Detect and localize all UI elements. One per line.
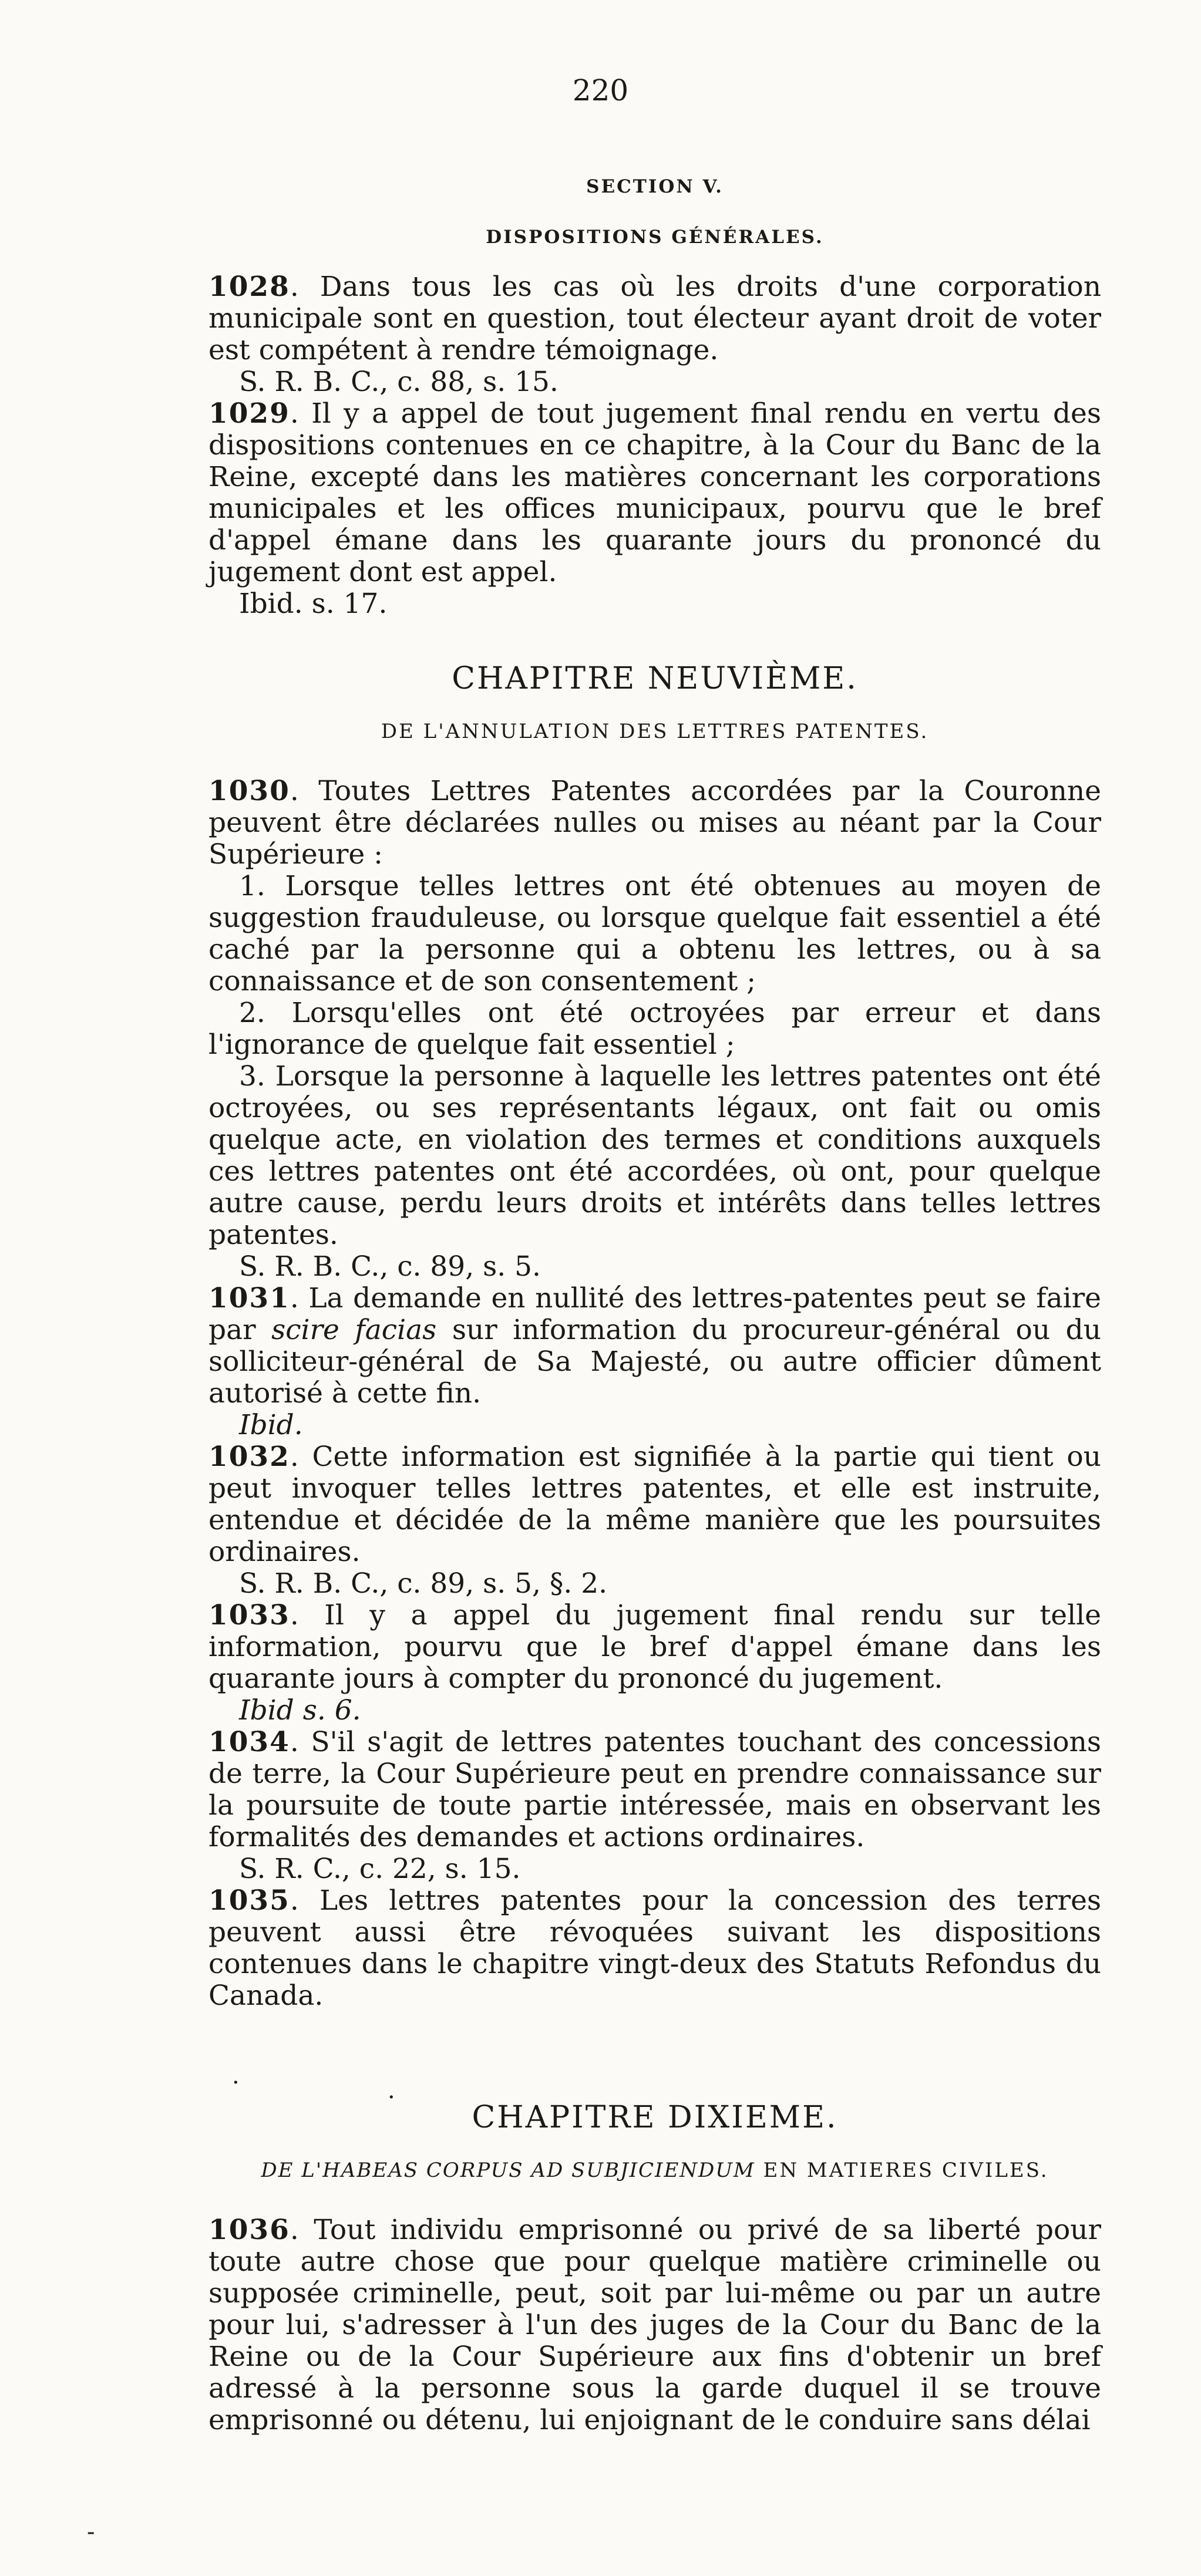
print-speck: · <box>388 2084 395 2111</box>
article-number: 1028 <box>208 271 290 303</box>
article-text: . Tout individu emprisonné ou privé de sa liberté pour toute autre chose que pour quelque matière criminelle ou supposée criminelle, peut, soit par lui-même ou par un autre pour lui, s'adresser à l'un des juges de la Cour du Banc de la Reine ou de la Cour Supérieure aux fins d'obtenir un bref adressé à la personne sous la garde duquel il se trouve emprisonné ou détenu, lui enjoignant de le conduire sans délai <box>208 2214 1101 2436</box>
article-citation: S. R. C., c. 22, s. 15. <box>239 1853 521 1885</box>
section-title: SECTION V. <box>586 176 724 197</box>
article-text: . Toutes Lettres Patentes accordées par la Couronne peuvent être déclarées nulles ou mises au néant par la Cour Supérieure : <box>208 775 1101 871</box>
article-1035 <box>208 1885 1101 2012</box>
chapter-9-title: CHAPITRE NEUVIÈME. <box>452 661 858 696</box>
text-column <box>208 0 1101 2436</box>
print-speck: - <box>87 2518 95 2545</box>
latin-term: scire facias <box>271 1314 437 1346</box>
article-1028 <box>208 271 1101 366</box>
article-text: . Dans tous les cas où les droits d'une corporation municipale sont en question, tout électeur ayant droit de voter est compétent à rendre témoignage. <box>208 271 1101 366</box>
print-speck: · <box>232 2069 240 2096</box>
article-1029 <box>208 398 1101 588</box>
article-text: sur information du procureur-général ou du solliciteur-général de Sa Majesté, ou autre officier dûment autorisé à cette fin. <box>208 1314 1101 1410</box>
article-number: 1031 <box>208 1282 290 1314</box>
article-item: 3. Lorsque la personne à laquelle les lettres patentes ont été octroyées, ou ses représentants légaux, ont fait ou omis quelque acte, en violation des termes et conditions auxquels ces lettres patentes ont été accordées, où ont, pour quelque autre cause, perdu leurs droits et intérêts dans telles lettres patentes. <box>208 1060 1101 1251</box>
article-number: 1030 <box>208 775 290 807</box>
article-1034 <box>208 1727 1101 1853</box>
article-text: . Il y a appel du jugement final rendu sur telle information, pourvu que le bref d'appel émane dans les quarante jours à compter du prononcé du jugement. <box>208 1599 1101 1695</box>
article-text: . Cette information est signifiée à la partie qui tient ou peut invoquer telles lettres patentes, et elle est instruite, entendue et décidée de la même manière que les poursuites ordinaires. <box>208 1441 1101 1568</box>
article-number: 1036 <box>208 2214 290 2246</box>
article-1030 <box>208 776 1101 871</box>
article-text: . Il y a appel de tout jugement final rendu en vertu des dispositions contenues en ce chapitre, à la Cour du Banc de la Reine, excepté dans les matières concernant les corporations municipales et les offices municipaux, pourvu que le bref d'appel émane dans les quarante jours du prononcé du jugement dont est appel. <box>208 397 1101 588</box>
article-number: 1034 <box>208 1726 290 1758</box>
chapter-9-subtitle: DE L'ANNULATION DES LETTRES PATENTES. <box>381 720 929 743</box>
article-citation: S. R. B. C., c. 88, s. 15. <box>239 366 559 398</box>
article-citation: Ibid. s. 17. <box>239 588 388 620</box>
article-citation: Ibid. <box>239 1409 303 1441</box>
article-citation: S. R. B. C., c. 89, s. 5, §. 2. <box>239 1567 608 1600</box>
section-subtitle: DISPOSITIONS GÉNÉRALES. <box>486 227 824 248</box>
article-number: 1029 <box>208 397 290 430</box>
article-number: 1035 <box>208 1884 290 1917</box>
article-item: 2. Lorsqu'elles ont été octroyées par erreur et dans l'ignorance de quelque fait essentiel ; <box>208 997 1101 1061</box>
chapter-10-title: CHAPITRE DIXIEME. <box>472 2100 838 2135</box>
article-1032 <box>208 1441 1101 1568</box>
article-text: . Les lettres patentes pour la concession des terres peuvent aussi être révoquées suivant les dispositions contenues dans le chapitre vingt-deux des Statuts Refondus du Canada. <box>208 1884 1101 2012</box>
article-1033 <box>208 1600 1101 1695</box>
article-item: 1. Lorsque telles lettres ont été obtenues au moyen de suggestion frauduleuse, ou lorsque quelque fait essentiel a été caché par la personne qui a obtenu les lettres, ou à sa connaissance et de son consentement ; <box>208 870 1101 997</box>
article-1036 <box>208 2214 1101 2436</box>
chapter-10-subtitle: DE L'HABEAS CORPUS AD SUBJICIENDUM EN MATIERES CIVILES. <box>261 2159 1049 2182</box>
article-text: . S'il s'agit de lettres patentes touchant des concessions de terre, la Cour Supérieure peut en prendre connaissance sur la poursuite de toute partie intéressée, mais en observant les formalités des demandes et actions ordinaires. <box>208 1726 1101 1853</box>
article-1031 <box>208 1283 1101 1410</box>
article-citation: Ibid s. 6. <box>239 1694 361 1727</box>
article-number: 1033 <box>208 1599 290 1631</box>
article-text: . La demande en nullité des lettres-patentes peut se faire par <box>208 1282 1101 1346</box>
article-citation: S. R. B. C., c. 89, s. 5. <box>239 1250 541 1283</box>
page-number: 220 <box>572 73 629 107</box>
article-number: 1032 <box>208 1441 290 1473</box>
